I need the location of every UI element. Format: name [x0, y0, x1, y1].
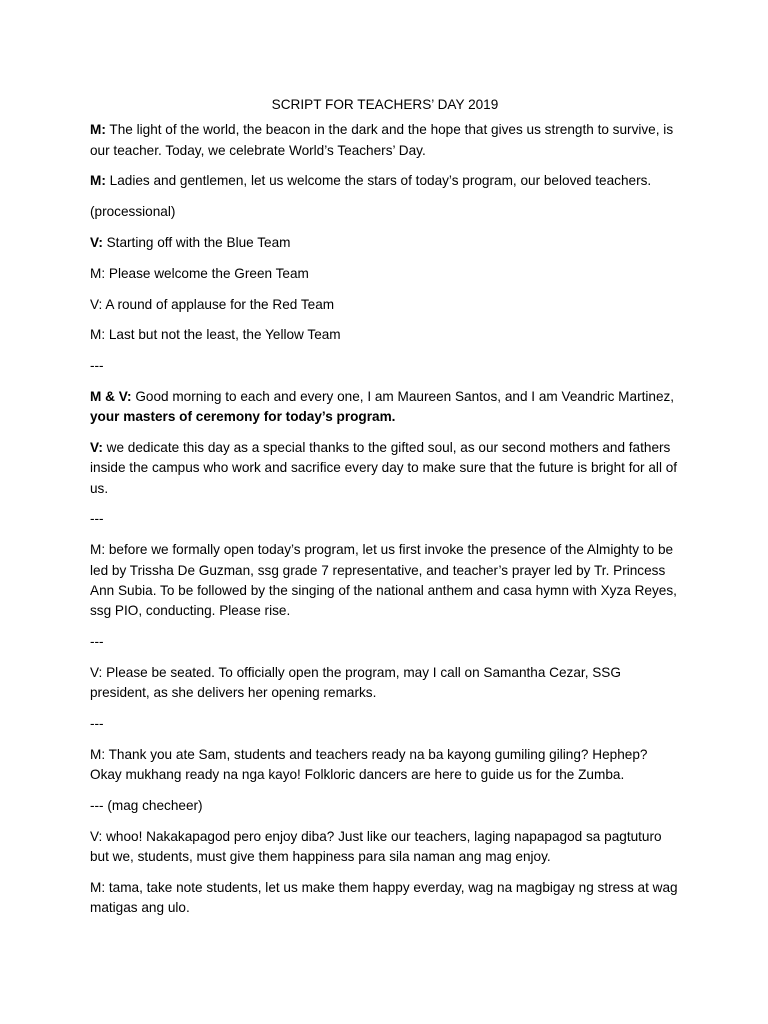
script-line — [90, 202, 680, 222]
speaker-label: M & V: — [90, 388, 132, 404]
line-text: Ladies and gentlemen, let us welcome the stars of today’s program, our beloved teachers. — [105, 173, 652, 189]
line-text: V: whoo! Nakakapagod pero enjoy diba? Just like our teachers, laging napapagod sa pagtuturo but we, students, must give them happiness para sila naman ang mag enjoy. — [90, 828, 662, 864]
document-page — [90, 95, 680, 929]
divider-text: --- — [90, 511, 104, 527]
script-line — [90, 387, 680, 428]
script-line — [90, 264, 680, 284]
line-text: M: Last but not the least, the Yellow Team — [90, 327, 341, 343]
line-text: M: before we formally open today’s program, let us first invoke the presence of the Almighty to be led by Trissha De Guzman, ssg grade 7 representative, and teacher’s prayer led by Tr. Princess Ann Subia. To be followed by the singing of the national anthem and casa hymn with Xyza Reyes, ssg PIO, conducting. Please rise. — [90, 542, 677, 619]
line-text: V: Please be seated. To officially open the program, may I call on Samantha Cezar, SSG president, as she delivers her opening remarks. — [90, 664, 621, 701]
script-line — [90, 540, 680, 621]
section-divider — [90, 632, 680, 652]
line-text: Good morning to each and every one, I am Maureen Santos, and I am Veandric Martinez, — [131, 388, 675, 404]
script-line — [90, 745, 680, 786]
script-line — [90, 827, 680, 868]
section-divider — [90, 509, 680, 529]
divider-text: --- (mag checheer) — [90, 797, 203, 813]
line-text: M: Thank you ate Sam, students and teachers ready na ba kayong gumiling giling? Hephep? Okay mukhang ready na nga kayo! Folkloric dancers are here to guide us for the Zumba. — [90, 746, 648, 782]
line-text: M: tama, take note students, let us make them happy everday, wag na magbigay ng stress at wag matigas ang ulo. — [90, 879, 678, 915]
speaker-label: V: — [90, 234, 103, 250]
line-text: we dedicate this day as a special thanks to the gifted soul, as our second mothers and fathers inside the campus who work and sacrifice every day to make sure that the future is bright for all of us. — [90, 440, 678, 496]
line-text: The light of the world, the beacon in the dark and the hope that gives us strength to survive, is our teacher. Today, we celebrate World’s Teachers’ Day. — [90, 122, 674, 158]
section-divider — [90, 796, 680, 816]
script-line — [90, 663, 680, 704]
script-line — [90, 171, 680, 191]
script-line — [90, 878, 680, 919]
line-text: Starting off with the Blue Team — [102, 234, 291, 250]
speaker-label: V: — [90, 440, 103, 456]
divider-text: --- — [90, 358, 104, 374]
section-divider — [90, 356, 680, 376]
document-title: SCRIPT FOR TEACHERS’ DAY 2019 — [271, 97, 499, 112]
emphasized-text: your masters of ceremony for today’s program. — [90, 409, 396, 425]
line-text: V: A round of applause for the Red Team — [90, 296, 335, 312]
speaker-label: M: — [90, 173, 106, 189]
speaker-label: M: — [90, 122, 106, 138]
script-line — [90, 233, 680, 253]
script-line — [90, 120, 680, 161]
section-divider — [90, 714, 680, 734]
script-line — [90, 325, 680, 345]
divider-text: --- — [90, 715, 104, 731]
line-text: (processional) — [90, 204, 176, 220]
script-line — [90, 438, 680, 499]
divider-text: --- — [90, 633, 104, 649]
line-text: M: Please welcome the Green Team — [90, 265, 309, 281]
script-line — [90, 295, 680, 315]
